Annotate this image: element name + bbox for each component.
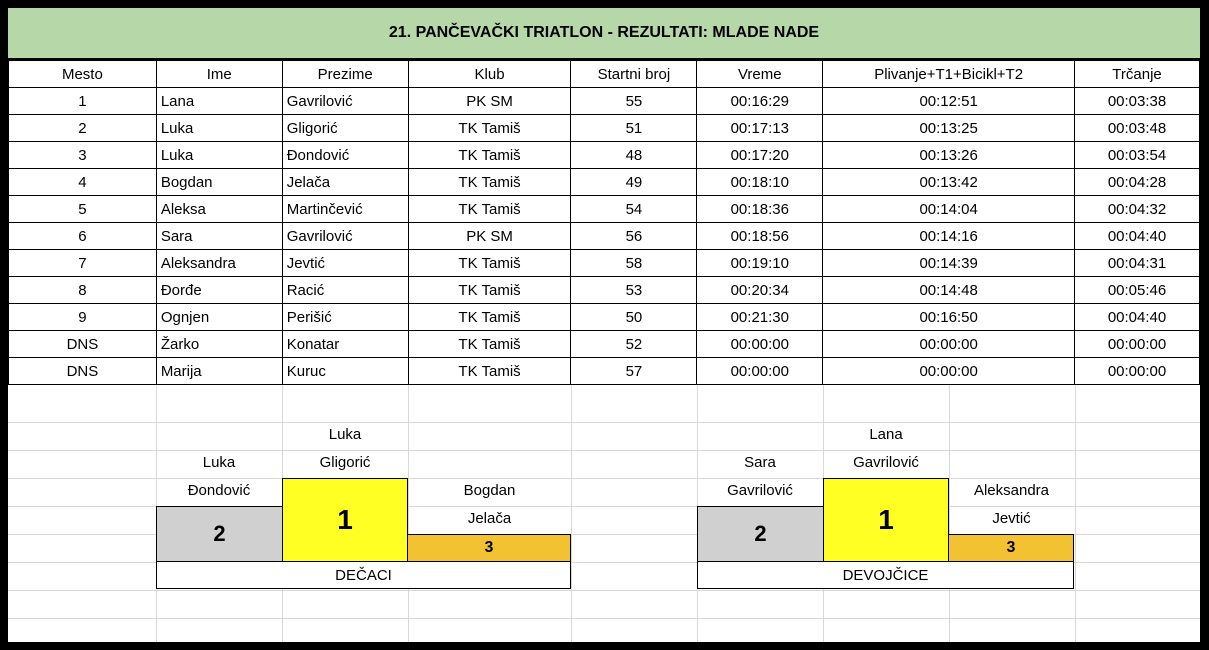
gridline-horizontal (8, 478, 1200, 479)
cell-ime[interactable]: Marija (156, 358, 282, 385)
cell-vreme[interactable]: 00:00:00 (697, 331, 823, 358)
cell-trcanje[interactable]: 00:04:40 (1075, 304, 1200, 331)
podium-boys-third-last-name[interactable]: Jelača (467, 510, 512, 527)
podium-boys-third-place-block[interactable]: 3 (407, 534, 571, 562)
cell-prezime[interactable]: Racić (282, 277, 408, 304)
cell-trcanje[interactable]: 00:04:40 (1075, 223, 1200, 250)
podium-girls-second-last-name[interactable]: Gavrilović (727, 482, 793, 499)
cell-startni-broj[interactable]: 50 (571, 304, 697, 331)
cell-vreme[interactable]: 00:17:13 (697, 115, 823, 142)
cell-startni-broj[interactable]: 48 (571, 142, 697, 169)
podium-boys-first-first-name[interactable]: Luka (328, 426, 362, 443)
cell-trcanje[interactable]: 00:05:46 (1075, 277, 1200, 304)
cell-vreme[interactable]: 00:18:56 (697, 223, 823, 250)
cell-trcanje[interactable]: 00:00:00 (1075, 331, 1200, 358)
cell-trcanje[interactable]: 00:03:54 (1075, 142, 1200, 169)
cell-mesto[interactable]: 6 (9, 223, 157, 250)
gridline-horizontal (8, 618, 1200, 619)
cell-ime[interactable]: Đorđe (156, 277, 282, 304)
gridline-horizontal (8, 450, 1200, 451)
cell-klub[interactable]: TK Tamiš (408, 304, 571, 331)
column-header-vreme[interactable]: Vreme (697, 61, 823, 88)
cell-ime[interactable]: Lana (156, 88, 282, 115)
cell-plivanje-bicikl[interactable]: 00:13:25 (823, 115, 1075, 142)
cell-plivanje-bicikl[interactable]: 00:13:26 (823, 142, 1075, 169)
cell-vreme[interactable]: 00:16:29 (697, 88, 823, 115)
podium-boys-second-place-block[interactable]: 2 (156, 506, 283, 562)
podium-girls-label[interactable]: DEVOJČICE (697, 561, 1074, 589)
podium-boys-first-last-name[interactable]: Gligorić (319, 454, 371, 471)
cell-startni-broj[interactable]: 52 (571, 331, 697, 358)
cell-vreme[interactable]: 00:21:30 (697, 304, 823, 331)
cell-plivanje-bicikl[interactable]: 00:13:42 (823, 169, 1075, 196)
podium-girls-third-last-name[interactable]: Jevtić (992, 510, 1031, 527)
column-header-plivanje-bicikl[interactable]: Plivanje+T1+Bicikl+T2 (823, 61, 1075, 88)
cell-ime[interactable]: Ognjen (156, 304, 282, 331)
cell-plivanje-bicikl[interactable]: 00:14:48 (823, 277, 1075, 304)
cell-plivanje-bicikl[interactable]: 00:00:00 (823, 331, 1075, 358)
cell-ime[interactable]: Aleksa (156, 196, 282, 223)
cell-startni-broj[interactable]: 49 (571, 169, 697, 196)
podium-girls-first-place-block[interactable]: 1 (823, 478, 949, 562)
podium-girls-second-place-block[interactable]: 2 (697, 506, 824, 562)
cell-mesto[interactable]: DNS (9, 331, 157, 358)
cell-plivanje-bicikl[interactable]: 00:00:00 (823, 358, 1075, 385)
cell-mesto[interactable]: DNS (9, 358, 157, 385)
cell-startni-broj[interactable]: 57 (571, 358, 697, 385)
table-row (9, 358, 1200, 385)
cell-prezime[interactable]: Perišić (282, 304, 408, 331)
column-header-prezime[interactable]: Prezime (282, 61, 408, 88)
podium-girls-third-place-block[interactable]: 3 (948, 534, 1074, 562)
cell-ime[interactable]: Sara (156, 223, 282, 250)
cell-mesto[interactable]: 4 (9, 169, 157, 196)
cell-mesto[interactable]: 1 (9, 88, 157, 115)
cell-mesto[interactable]: 3 (9, 142, 157, 169)
cell-prezime[interactable]: Gavrilović (282, 223, 408, 250)
table-header-row (9, 61, 1200, 88)
cell-klub[interactable]: TK Tamiš (408, 331, 571, 358)
column-header-trcanje[interactable]: Trčanje (1075, 61, 1200, 88)
cell-trcanje[interactable]: 00:03:38 (1075, 88, 1200, 115)
cell-trcanje[interactable]: 00:00:00 (1075, 358, 1200, 385)
results-table (8, 60, 1200, 385)
cell-klub[interactable]: TK Tamiš (408, 115, 571, 142)
cell-vreme[interactable]: 00:00:00 (697, 358, 823, 385)
table-row (9, 88, 1200, 115)
cell-ime[interactable]: Žarko (156, 331, 282, 358)
podium-girls-second-first-name[interactable]: Sara (744, 454, 776, 471)
column-header-klub[interactable]: Klub (408, 61, 571, 88)
gridline-horizontal (8, 422, 1200, 423)
cell-plivanje-bicikl[interactable]: 00:14:16 (823, 223, 1075, 250)
results-body (9, 88, 1200, 385)
cell-startni-broj[interactable]: 56 (571, 223, 697, 250)
cell-klub[interactable]: PK SM (408, 88, 571, 115)
cell-trcanje[interactable]: 00:04:28 (1075, 169, 1200, 196)
cell-mesto[interactable]: 8 (9, 277, 157, 304)
cell-trcanje[interactable]: 00:04:32 (1075, 196, 1200, 223)
table-row (9, 169, 1200, 196)
table-row (9, 142, 1200, 169)
cell-prezime[interactable]: Jelača (282, 169, 408, 196)
cell-prezime[interactable]: Martinčević (282, 196, 408, 223)
cell-mesto[interactable]: 9 (9, 304, 157, 331)
table-row (9, 277, 1200, 304)
cell-mesto[interactable]: 2 (9, 115, 157, 142)
cell-plivanje-bicikl[interactable]: 00:12:51 (823, 88, 1075, 115)
cell-prezime[interactable]: Konatar (282, 331, 408, 358)
podium-boys-first-place-block[interactable]: 1 (282, 478, 408, 562)
podium-girls-first-last-name[interactable]: Gavrilović (853, 454, 919, 471)
cell-vreme[interactable]: 00:17:20 (697, 142, 823, 169)
podium-boys-label[interactable]: DEČACI (156, 561, 571, 589)
cell-vreme[interactable]: 00:18:36 (697, 196, 823, 223)
table-row (9, 331, 1200, 358)
cell-trcanje[interactable]: 00:04:31 (1075, 250, 1200, 277)
cell-plivanje-bicikl[interactable]: 00:14:39 (823, 250, 1075, 277)
cell-startni-broj[interactable]: 58 (571, 250, 697, 277)
cell-plivanje-bicikl[interactable]: 00:14:04 (823, 196, 1075, 223)
table-row (9, 196, 1200, 223)
column-header-ime[interactable]: Ime (156, 61, 282, 88)
cell-startni-broj[interactable]: 55 (571, 88, 697, 115)
cell-prezime[interactable]: Đondović (282, 142, 408, 169)
cell-trcanje[interactable]: 00:03:48 (1075, 115, 1200, 142)
cell-klub[interactable]: TK Tamiš (408, 358, 571, 385)
table-row (9, 115, 1200, 142)
cell-mesto[interactable]: 5 (9, 196, 157, 223)
cell-klub[interactable]: PK SM (408, 223, 571, 250)
podium-boys-second-last-name[interactable]: Đondović (187, 482, 251, 499)
cell-vreme[interactable]: 00:19:10 (697, 250, 823, 277)
cell-ime[interactable]: Luka (156, 115, 282, 142)
column-header-startni-broj[interactable]: Startni broj (571, 61, 697, 88)
podium-boys-third-first-name[interactable]: Bogdan (463, 482, 516, 499)
podium-boys-second-first-name[interactable]: Luka (202, 454, 236, 471)
cell-startni-broj[interactable]: 53 (571, 277, 697, 304)
cell-klub[interactable]: TK Tamiš (408, 142, 571, 169)
cell-ime[interactable]: Aleksandra (156, 250, 282, 277)
cell-prezime[interactable]: Kuruc (282, 358, 408, 385)
podium-girls-first-first-name[interactable]: Lana (869, 426, 903, 443)
cell-klub[interactable]: TK Tamiš (408, 196, 571, 223)
cell-klub[interactable]: TK Tamiš (408, 169, 571, 196)
cell-ime[interactable]: Bogdan (156, 169, 282, 196)
cell-mesto[interactable]: 7 (9, 250, 157, 277)
table-row (9, 223, 1200, 250)
cell-vreme[interactable]: 00:18:10 (697, 169, 823, 196)
cell-plivanje-bicikl[interactable]: 00:16:50 (823, 304, 1075, 331)
gridline-horizontal (8, 590, 1200, 591)
cell-prezime[interactable]: Gavrilović (282, 88, 408, 115)
cell-klub[interactable]: TK Tamiš (408, 250, 571, 277)
cell-prezime[interactable]: Gligorić (282, 115, 408, 142)
podium-girls-third-first-name[interactable]: Aleksandra (973, 482, 1050, 499)
cell-vreme[interactable]: 00:20:34 (697, 277, 823, 304)
table-row (9, 250, 1200, 277)
cell-ime[interactable]: Luka (156, 142, 282, 169)
cell-klub[interactable]: TK Tamiš (408, 277, 571, 304)
table-row (9, 304, 1200, 331)
cell-prezime[interactable]: Jevtić (282, 250, 408, 277)
cell-startni-broj[interactable]: 51 (571, 115, 697, 142)
sheet-title: 21. PANČEVAČKI TRIATLON - REZULTATI: MLADE NADE (8, 8, 1200, 60)
column-header-mesto[interactable]: Mesto (9, 61, 157, 88)
cell-startni-broj[interactable]: 54 (571, 196, 697, 223)
spreadsheet (8, 8, 1200, 642)
